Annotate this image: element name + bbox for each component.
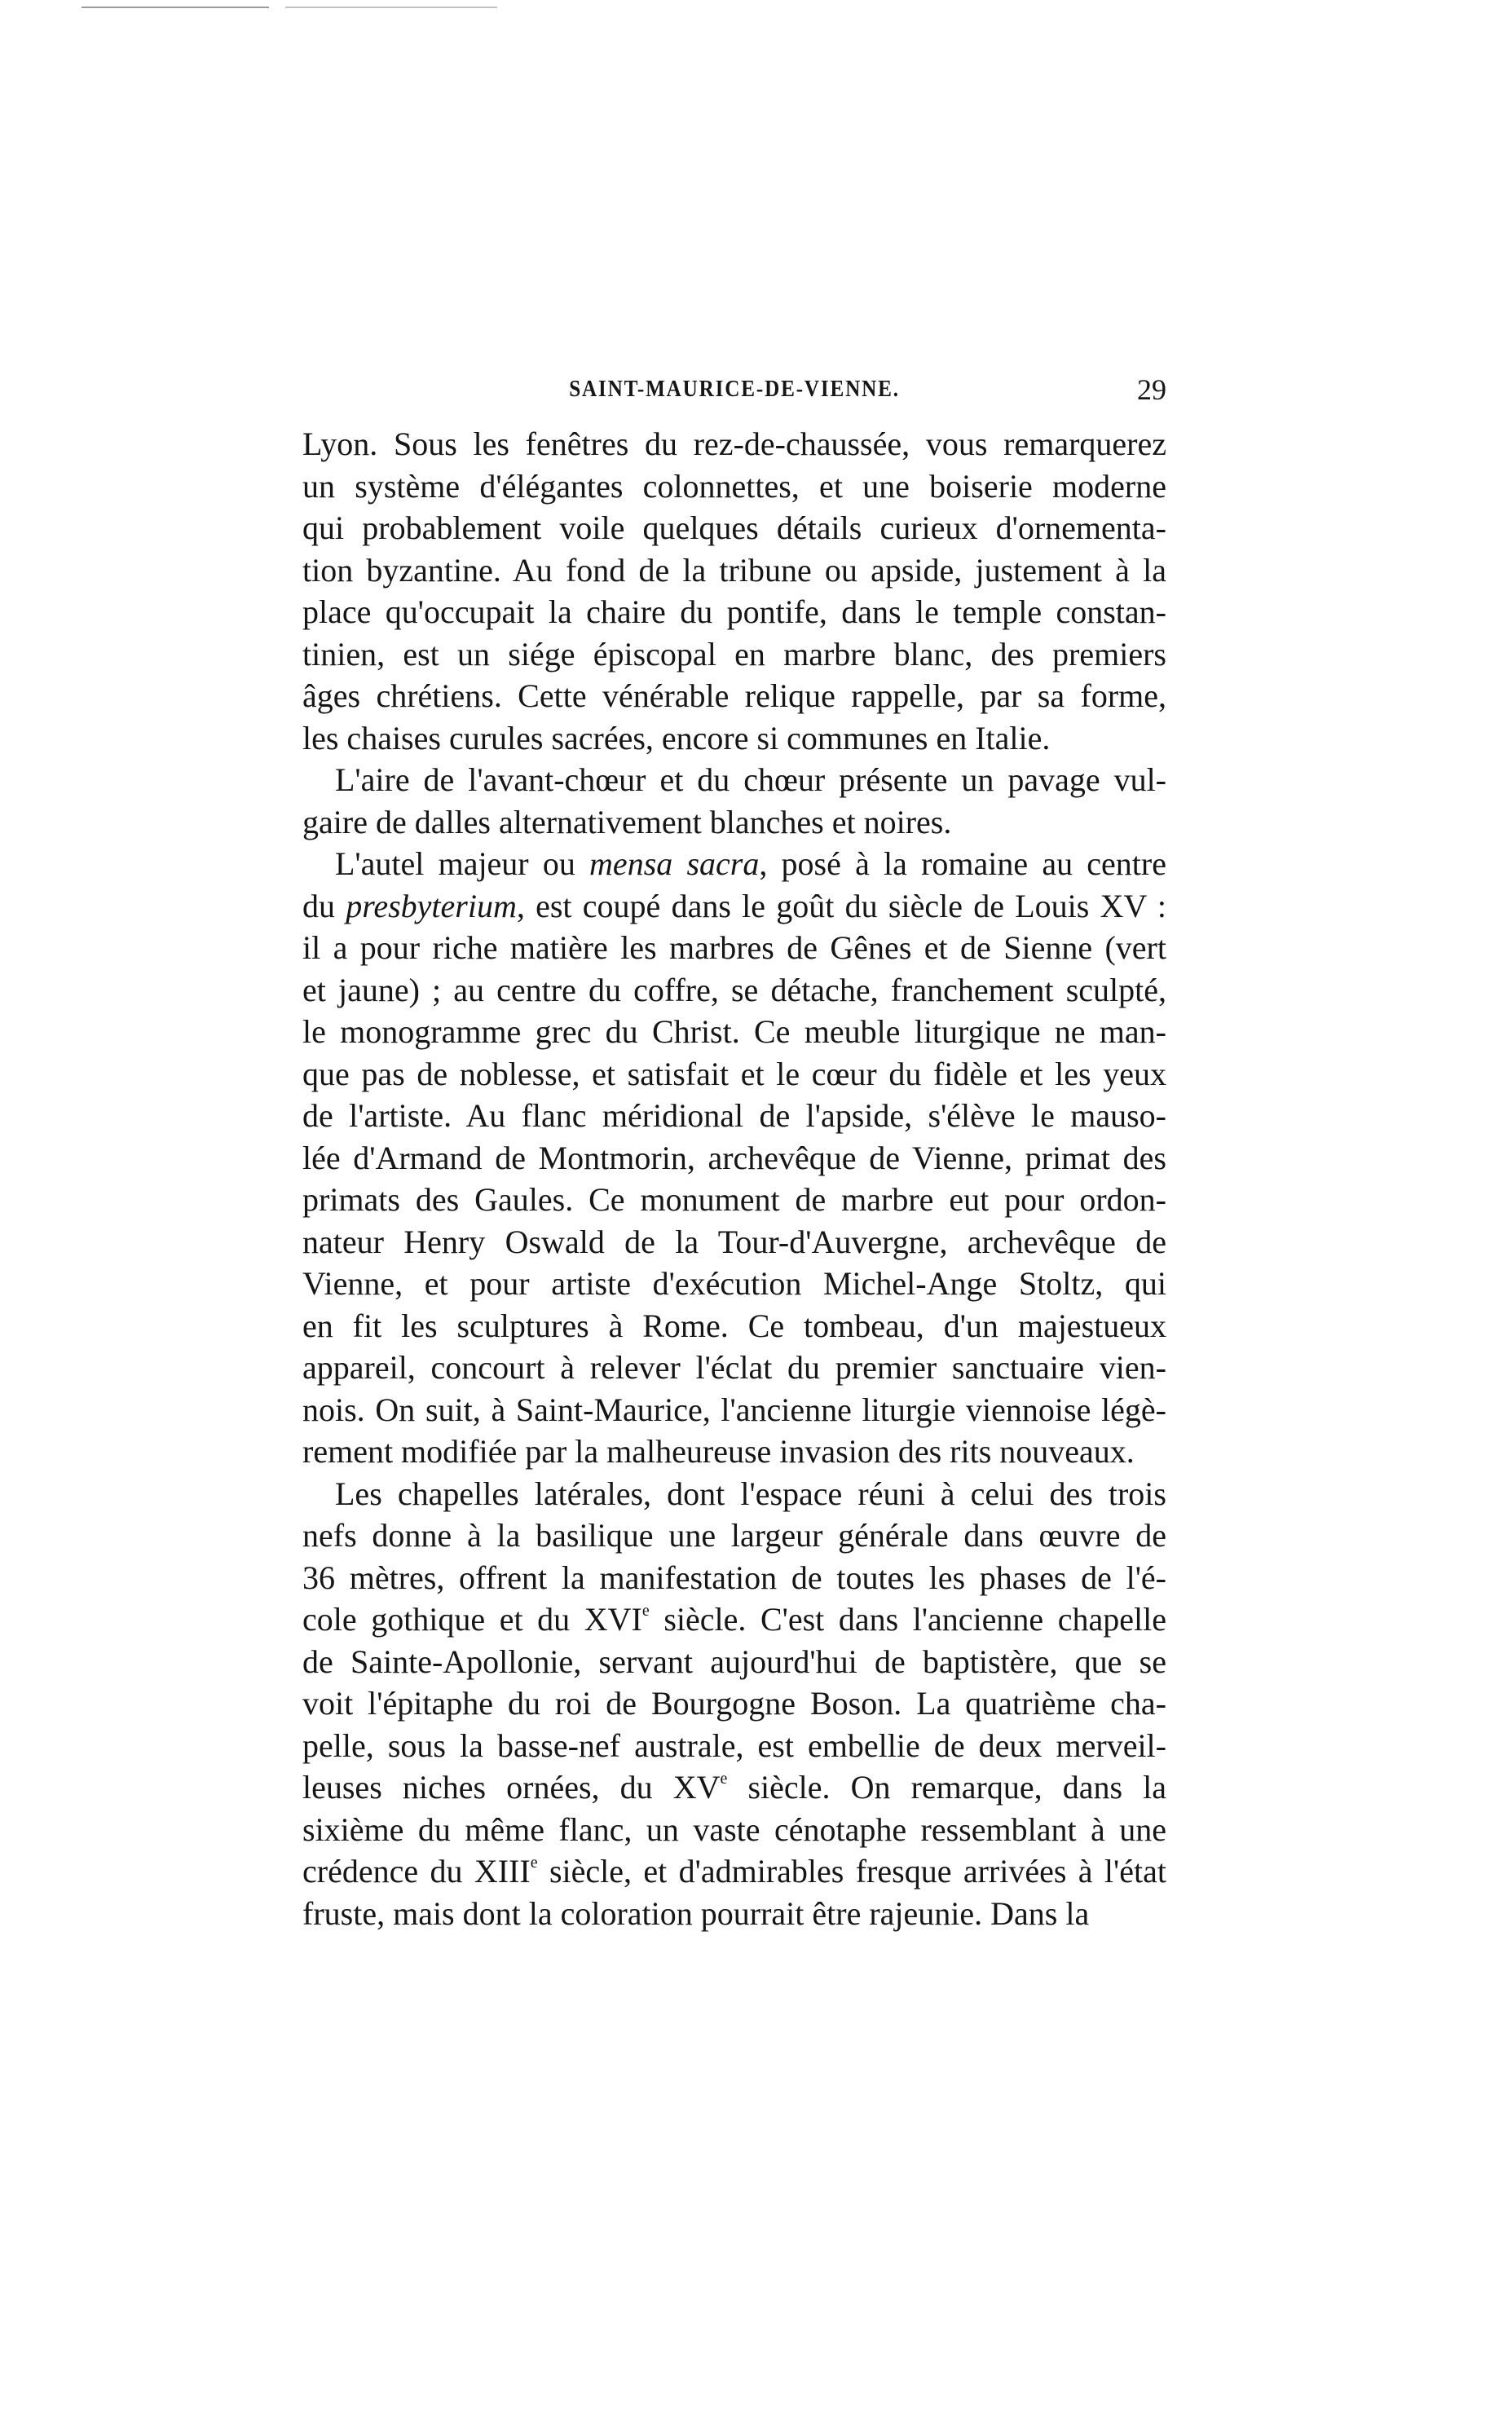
text-run: , posé à la romaine au centre [759,845,1166,882]
paragraph [302,1473,1166,1935]
text-run: que pas de noblesse, et satisfait et le cœur du fidèle et les yeux [302,1055,1166,1092]
text-run: Vienne, et pour artiste d'exécution Michel-Ange Stoltz, qui [302,1265,1166,1302]
text-run: primats des Gaules. Ce monument de marbre eut pour ordon- [302,1181,1166,1218]
text-run: nateur Henry Oswald de la Tour-d'Auvergne, archevêque de [302,1223,1166,1260]
scan-edge-mark [82,7,269,8]
superscript: e [530,1854,538,1872]
text-line [302,1221,1166,1263]
text-run: fruste, mais dont la coloration pourrait être rajeunie. Dans la [302,1894,1090,1932]
text-run: pelle, sous la basse-nef australe, est embellie de deux merveil- [302,1726,1166,1764]
text-run: L'autel majeur ou [335,845,590,882]
text-run: lée d'Armand de Montmorin, archevêque de Vienne, primat des [302,1139,1166,1176]
superscript: e [641,1602,650,1620]
text-line [302,1011,1166,1053]
text-run: il a pour riche matière les marbres de Gênes et de Sienne (vert [302,929,1166,966]
page-number: 29 [1137,373,1166,406]
text-run: un système d'élégantes colonnettes, et une boiserie moderne [302,467,1166,505]
body-text [302,423,1166,1934]
text-line [302,1766,1166,1809]
text-run: crédence du XIII [302,1853,531,1889]
text-run: nefs donne à la basilique une largeur générale dans œuvre de [302,1517,1166,1554]
text-line [302,843,1166,885]
text-run: sixième du même flanc, un vaste cénotaphe ressemblant à une [302,1810,1166,1848]
text-line [302,1137,1166,1180]
text-line [302,591,1166,633]
text-line [302,1305,1166,1347]
text-run: voit l'épitaphe du roi de Bourgogne Boson. La quatrième cha- [302,1685,1166,1722]
text-run: nois. On suit, à Saint-Maurice, l'ancienne liturgie viennoise légè- [302,1391,1166,1428]
text-line [302,1725,1166,1767]
paragraph [302,759,1166,843]
text-line [302,1263,1166,1305]
text-line [302,1515,1166,1557]
text-line [302,969,1166,1012]
text-run: et jaune) ; au centre du coffre, se détache, franchement sculpté, [302,971,1166,1008]
text-run: les chaises curules sacrées, encore si communes en Italie. [302,719,1051,756]
text-line [302,717,1166,760]
text-line [302,1850,1166,1893]
text-line [302,1598,1166,1641]
superscript: e [720,1770,728,1788]
text-line [302,759,1166,801]
text-run: qui probablement voile quelques détails curieux d'ornementa- [302,509,1166,546]
text-line [302,675,1166,717]
text-line [302,1641,1166,1683]
text-run: gaire de dalles alternativement blanches et noires. [302,803,952,840]
text-run: âges chrétiens. Cette vénérable relique rappelle, par sa forme, [302,677,1166,714]
text-line [302,423,1166,465]
text-run: leuses niches ornées, du XV [302,1769,721,1806]
text-run: en fit les sculptures à Rome. Ce tombeau, d'un majestueux [302,1307,1166,1344]
text-line [302,1431,1166,1473]
paragraph [302,843,1166,1473]
paragraph [302,423,1166,759]
text-line [302,885,1166,928]
text-run: siècle. On remarque, dans la [727,1769,1166,1806]
text-line [302,1557,1166,1599]
text-run: rement modifiée par la malheureuse invasion des rits nouveaux. [302,1433,1135,1470]
text-line [302,1473,1166,1515]
text-run: Lyon. Sous les fenêtres du rez-de-chaussée, vous remarquerez [302,426,1166,462]
text-line [302,1053,1166,1096]
text-line [302,927,1166,969]
text-run: appareil, concourt à relever l'éclat du premier sanctuaire vien- [302,1349,1166,1386]
text-run: Les chapelles latérales, dont l'espace réuni à celui des trois [335,1475,1166,1512]
text-run: L'aire de l'avant-chœur et du chœur présente un pavage vul- [335,761,1166,798]
text-line [302,507,1166,549]
text-run: , est coupé dans le goût du siècle de Louis XV : [516,887,1167,924]
text-line [302,1179,1166,1221]
text-run: siècle. C'est dans l'ancienne chapelle [649,1601,1167,1638]
text-run: tinien, est un siége épiscopal en marbre blanc, des premiers [302,635,1166,672]
italic-term: presbyterium [346,887,517,924]
italic-term: mensa sacra [589,845,760,882]
text-line [302,633,1166,676]
running-title: SAINT-MAURICE-DE-VIENNE. [569,377,900,402]
text-run: du [302,887,346,924]
text-line [302,1347,1166,1389]
text-run: de Sainte-Apollonie, servant aujourd'hui de baptistère, que se [302,1643,1166,1680]
text-line [302,801,1166,844]
text-line [302,1682,1166,1725]
text-line [302,1389,1166,1431]
text-run: de l'artiste. Au flanc méridional de l'apside, s'élève le mauso- [302,1097,1166,1134]
text-run: tion byzantine. Au fond de la tribune ou apside, justement à la [302,551,1166,589]
text-line [302,1893,1166,1935]
text-run: siècle, et d'admirables fresque arrivées à l'état [537,1853,1166,1889]
running-head [302,373,1166,406]
text-line [302,465,1166,508]
text-line [302,1809,1166,1851]
text-line [302,549,1166,592]
text-run: cole gothique et du XVI [302,1601,642,1638]
scan-edge-mark [285,7,497,8]
text-line [302,1095,1166,1137]
text-run: 36 mètres, offrent la manifestation de toutes les phases de l'é- [302,1559,1166,1596]
text-run: place qu'occupait la chaire du pontife, dans le temple constan- [302,593,1166,630]
text-run: le monogramme grec du Christ. Ce meuble liturgique ne man- [302,1013,1166,1050]
